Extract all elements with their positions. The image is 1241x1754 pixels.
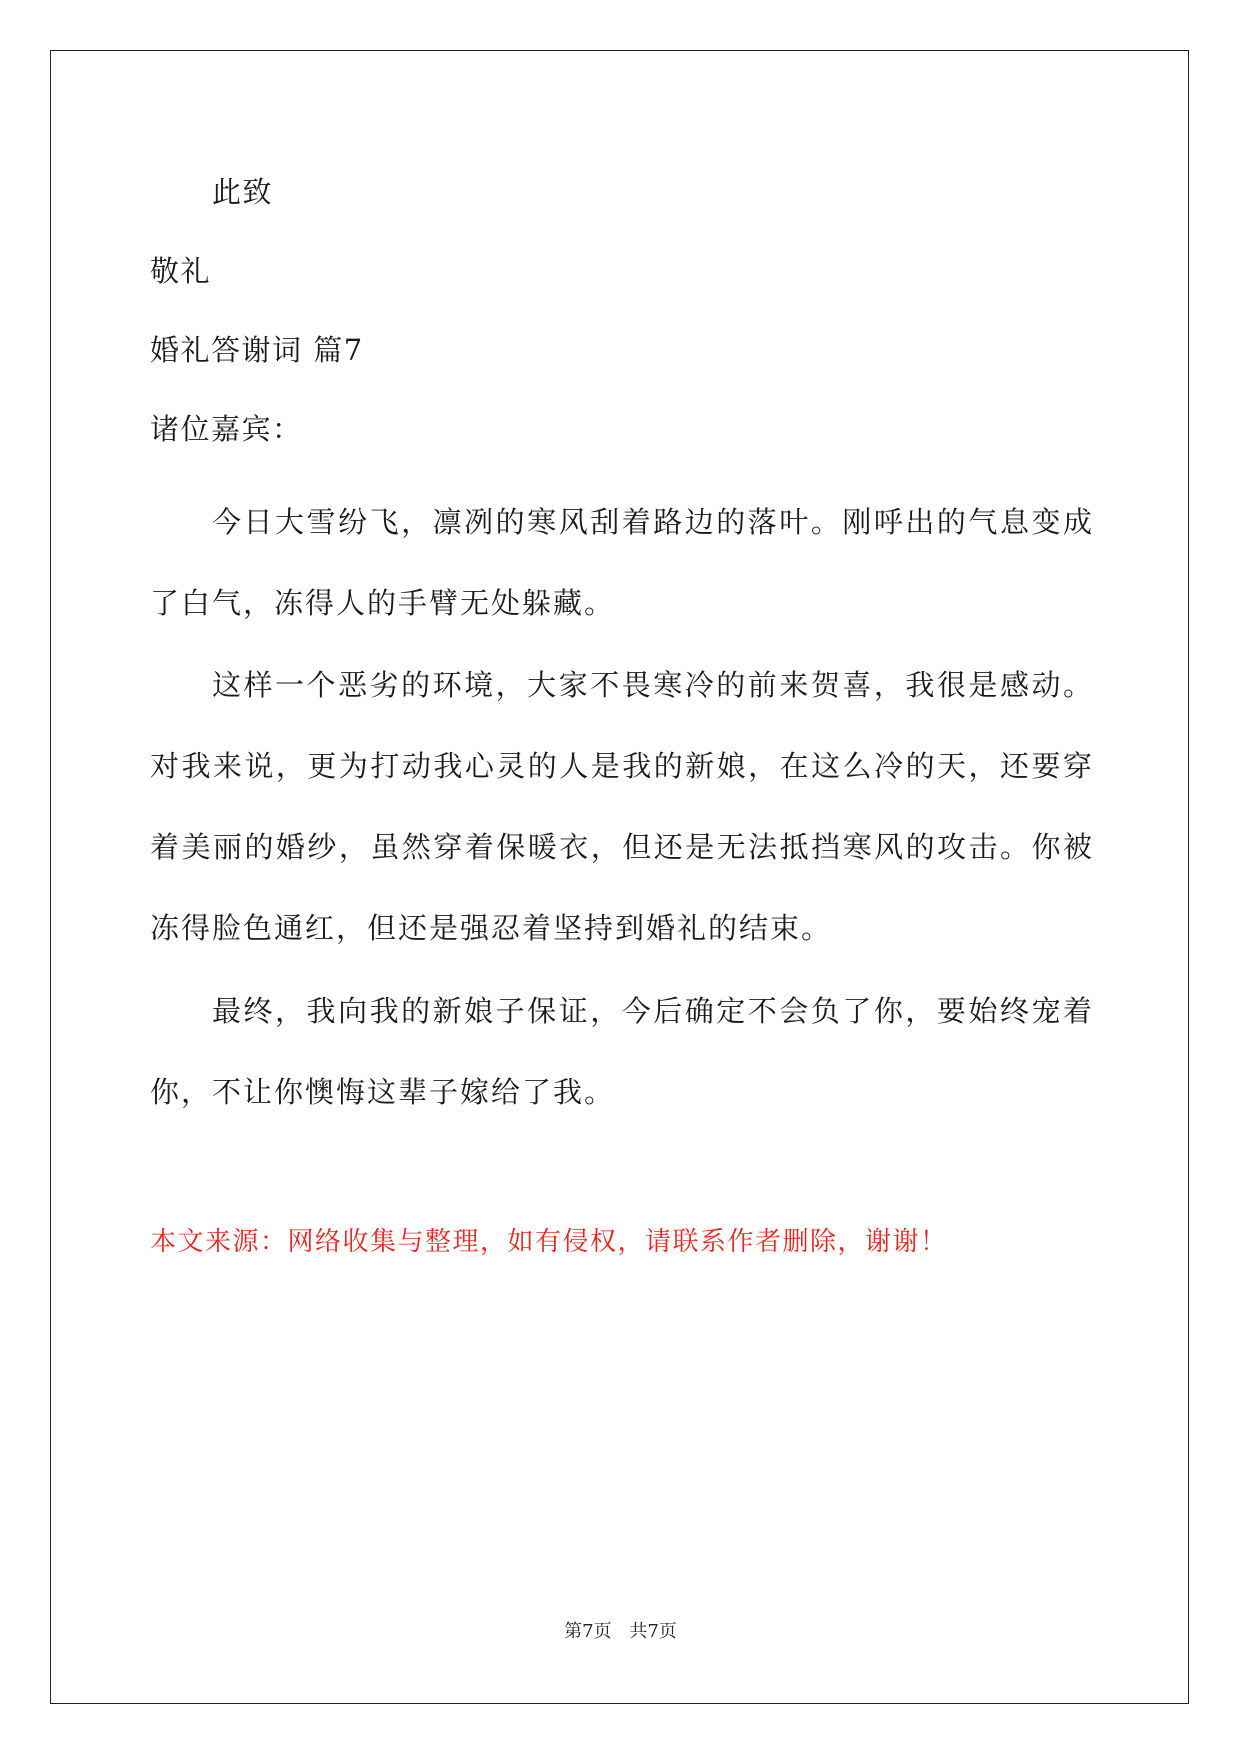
greeting: 诸位嘉宾： [150, 412, 303, 446]
section-title: 婚礼答谢词 篇7 [150, 333, 364, 367]
page-footer [0, 1620, 1241, 1644]
paragraph-1: 今日大雪纷飞，凛冽的寒风刮着路边的落叶。刚呼出的气息变成了白气，冻得人的手臂无处躲藏。 [150, 505, 1094, 620]
paragraph-3: 最终，我向我的新娘子保证，今后确定不会负了你，要始终宠着你，不让你懊悔这辈子嫁给了我。 [150, 994, 1094, 1109]
page-current: 第7页 [564, 1621, 612, 1642]
closing-salutation: 此致 [212, 175, 274, 209]
regards-text: 敬礼 [150, 254, 212, 288]
source-note: 本文来源：网络收集与整理，如有侵权，请联系作者删除，谢谢！ [150, 1227, 948, 1257]
paragraph-2: 这样一个恶劣的环境，大家不畏寒冷的前来贺喜，我很是感动。对我来说，更为打动我心灵的人是我的新娘，在这么冷的天，还要穿着美丽的婚纱，虽然穿着保暖衣，但还是无法抵挡寒风的攻击。你被冻得脸色通红，但还是强忍着坚持到婚礼的结束。 [150, 668, 1094, 945]
page-total: 共7页 [629, 1621, 677, 1642]
